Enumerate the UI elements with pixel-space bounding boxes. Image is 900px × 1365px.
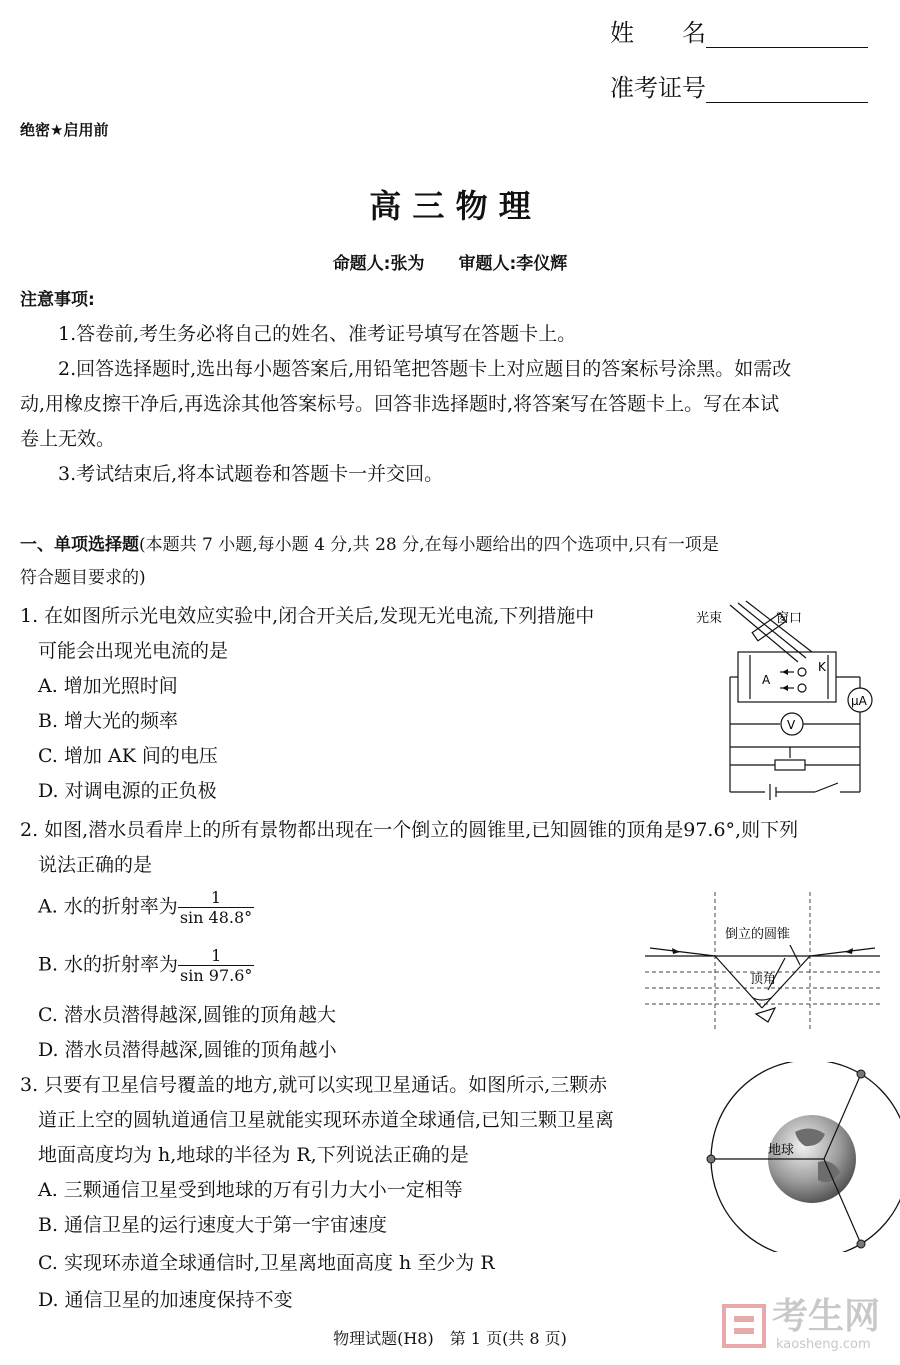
q3-option-c: C. 实现环赤道全球通信时,卫星离地面高度 h 至少为 R: [38, 1252, 495, 1274]
watermark-logo-icon: [718, 1300, 770, 1352]
notice-item: 1.答卷前,考生务必将自己的姓名、准考证号填写在答题卡上。: [58, 323, 577, 345]
q1-option-d: D. 对调电源的正负极: [38, 780, 217, 802]
q1-option-c: C. 增加 AK 间的电压: [38, 745, 218, 767]
notice-item: 3.考试结束后,将本试题卷和答题卡一并交回。: [58, 463, 444, 485]
exam-id-label: 准考证号: [610, 74, 706, 102]
q2-stem: 2. 如图,潜水员看岸上的所有景物都出现在一个倒立的圆锥里,已知圆锥的顶角是97.6°,则下列: [20, 819, 799, 841]
secret-mark: 绝密★启用前: [20, 121, 109, 139]
fig-label-k: K: [818, 660, 826, 674]
notice-item: 动,用橡皮擦干净后,再选涂其他答案标号。回答非选择题时,将答案写在答题卡上。写在本试: [20, 393, 780, 415]
fig-label-cone: 倒立的圆锥: [725, 927, 791, 942]
fig-label-window: 窗口: [776, 611, 803, 626]
name-field: [610, 18, 868, 48]
fraction-numerator: 1: [178, 946, 254, 966]
q2-option-b-text: B. 水的折射率为: [38, 953, 179, 976]
page-footer: 物理试题(H8) 第 1 页(共 8 页): [333, 1329, 567, 1348]
authors: 命题人:张为 审题人:李仪辉: [332, 254, 568, 274]
fraction-denominator: sin 48.8°: [179, 908, 253, 927]
fig-label-beam: 光束: [696, 611, 723, 626]
exam-id-field: [610, 73, 868, 103]
q2-cone-figure: [640, 890, 885, 1035]
page-title: 高 三 物 理: [369, 187, 531, 225]
watermark-text: 考生网: [772, 1296, 881, 1337]
fig-label-ua: μA: [851, 694, 867, 708]
fig-label-a: A: [762, 673, 771, 687]
q1-stem: 1. 在如图所示光电效应实验中,闭合开关后,发现无光电流,下列措施中: [20, 605, 595, 627]
name-blank: [706, 23, 868, 48]
q3-stem: 3. 只要有卫星信号覆盖的地方,就可以实现卫星通话。如图所示,三颗赤: [20, 1074, 608, 1096]
name-label: 姓 名: [610, 19, 706, 47]
q2-option-b: [38, 946, 254, 985]
fig-label-v: V: [787, 718, 796, 732]
notice-item: 卷上无效。: [20, 428, 116, 450]
notice-heading: 注意事项:: [20, 290, 95, 310]
section-title: 一、单项选择题: [20, 535, 139, 555]
q1-stem-2: 可能会出现光电流的是: [38, 640, 229, 662]
q3-stem-2: 道正上空的圆轨道通信卫星就能实现环赤道全球通信,已知三颗卫星离: [38, 1109, 615, 1131]
q3-option-a: A. 三颗通信卫星受到地球的万有引力大小一定相等: [38, 1179, 463, 1201]
fig-label-apex: 顶角: [750, 972, 777, 987]
q3-satellite-figure: [700, 1062, 900, 1252]
section-desc-2: 符合题目要求的): [20, 568, 146, 588]
q3-option-b: B. 通信卫星的运行速度大于第一宇宙速度: [38, 1214, 388, 1236]
notice-item: 2.回答选择题时,选出每小题答案后,用铅笔把答题卡上对应题目的答案标号涂黑。如需改: [58, 358, 792, 380]
q2-stem-2: 说法正确的是: [38, 854, 153, 876]
q3-stem-3: 地面高度均为 h,地球的半径为 R,下列说法正确的是: [38, 1144, 469, 1166]
q1-option-b: B. 增大光的频率: [38, 710, 179, 732]
fraction-numerator: 1: [178, 888, 254, 908]
q3-option-d: D. 通信卫星的加速度保持不变: [38, 1289, 293, 1311]
q2-option-a-fraction: [178, 888, 254, 927]
watermark-url: kaosheng.com: [776, 1337, 871, 1352]
q2-option-a-text: A. 水的折射率为: [38, 895, 178, 918]
q1-photoelectric-figure: [690, 600, 890, 805]
q2-option-d: D. 潜水员潜得越深,圆锥的顶角越小: [38, 1039, 337, 1061]
section-desc: (本题共 7 小题,每小题 4 分,共 28 分,在每小题给出的四个选项中,只有一项是: [139, 535, 719, 555]
exam-id-blank: [706, 78, 868, 103]
fraction-denominator: sin 97.6°: [180, 966, 253, 985]
section-heading: [20, 533, 719, 557]
q2-option-c: C. 潜水员潜得越深,圆锥的顶角越大: [38, 1004, 336, 1026]
q1-option-a: A. 增加光照时间: [38, 675, 178, 697]
q2-option-b-fraction: [178, 946, 254, 985]
fig-label-earth: 地球: [768, 1143, 795, 1158]
q2-option-a: [38, 888, 254, 927]
